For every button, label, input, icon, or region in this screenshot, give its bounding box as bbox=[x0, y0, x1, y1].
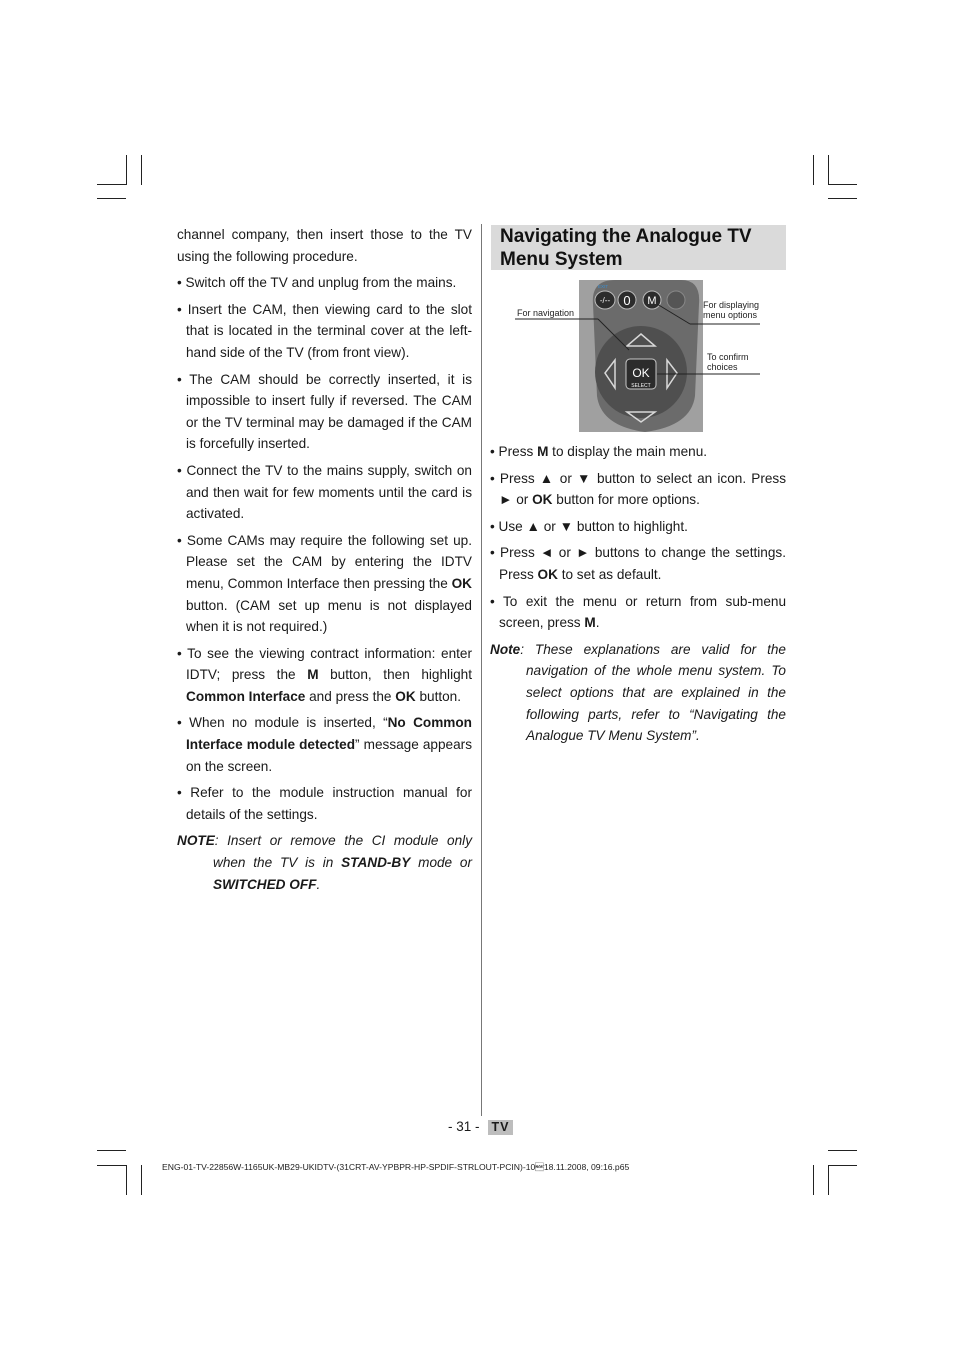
text-span: and press the bbox=[305, 688, 396, 704]
bold-m: M bbox=[537, 444, 549, 459]
note-label: Note bbox=[490, 641, 521, 657]
dash-button-label: -/-- bbox=[599, 296, 611, 305]
crop-mark-tr-h bbox=[828, 184, 857, 185]
bullet-select-icon bbox=[490, 468, 786, 511]
print-footer: ENG-01-TV-22856W-1165UK-MB29-UKIDTV-(31CRT-AV-YPBPR-HP-SPDIF-STRLOUT-PCIN)-1018.11.2008, 09:16.p65 bbox=[162, 1162, 630, 1172]
label-for-displaying bbox=[703, 300, 759, 320]
crop-mark-tl-v bbox=[126, 155, 127, 185]
text-span: . bbox=[595, 615, 600, 631]
text-span: mode or bbox=[410, 855, 472, 871]
crop-mark-bl-v bbox=[126, 1165, 127, 1195]
ok-button-label: OK bbox=[632, 366, 650, 380]
section-heading: Navigating the Analogue TV Menu System bbox=[500, 226, 752, 270]
bold-common-interface: Common Interface bbox=[186, 688, 306, 704]
text-span: ” message appears on the screen. bbox=[186, 737, 472, 774]
crop-mark-bl-h bbox=[97, 1150, 126, 1151]
text-span: • Press ▲ or ▼ button to select an icon. Press ► or bbox=[490, 470, 786, 508]
label-line: choices bbox=[707, 362, 738, 372]
bullet-highlight: • Use ▲ or ▼ button to highlight. bbox=[490, 518, 688, 534]
text-span: . bbox=[316, 876, 321, 892]
text-span: to display the main menu. bbox=[548, 444, 708, 459]
crop-mark-tl-h2 bbox=[97, 198, 126, 199]
bold-switched-off: SWITCHED OFF bbox=[213, 876, 317, 892]
label-line: For displaying bbox=[703, 300, 760, 310]
crop-mark-tr-v2 bbox=[813, 155, 814, 185]
column-divider bbox=[481, 224, 482, 1116]
note-label: NOTE bbox=[177, 833, 215, 849]
bullet-change-settings bbox=[490, 542, 786, 585]
text-span: • Some CAMs may require the following set up. Please set the CAM by entering the IDTV menu, Common Interface then pressing the bbox=[177, 532, 472, 591]
bold-m: M bbox=[307, 667, 319, 683]
bullet-switch-off: • Switch off the TV and unplug from the mains. bbox=[177, 275, 457, 291]
section-badge: TV bbox=[488, 1120, 513, 1135]
crop-mark-br-h bbox=[828, 1150, 857, 1151]
left-column bbox=[177, 224, 472, 895]
section-heading-box bbox=[491, 225, 786, 270]
crop-mark-br-v2 bbox=[813, 1165, 814, 1195]
crop-mark-bl-h2 bbox=[97, 1165, 126, 1166]
bold-ok: OK bbox=[532, 492, 553, 508]
bold-no-module-message: No Common Interface module detected bbox=[186, 715, 472, 753]
text-span: : Insert or remove the CI module only when the TV is in bbox=[213, 833, 472, 871]
text-span: • When no module is inserted, “ bbox=[177, 715, 388, 731]
text-span: to set as default. bbox=[557, 566, 662, 582]
crop-mark-tr-h2 bbox=[828, 198, 857, 199]
crop-mark-tl-v2 bbox=[141, 155, 142, 185]
crop-mark-tr-v bbox=[828, 155, 829, 185]
bullet-cam-setup bbox=[177, 530, 472, 638]
bullet-viewing-contract bbox=[177, 643, 472, 708]
intro-paragraph: channel company, then insert those to the TV using the following procedure. bbox=[177, 227, 472, 264]
bold-standby: STAND-BY bbox=[341, 855, 411, 871]
bullet-module-manual: • Refer to the module instruction manual for details of the settings. bbox=[177, 785, 472, 822]
bold-ok: OK bbox=[537, 566, 558, 582]
label-to-confirm bbox=[707, 352, 749, 372]
crop-mark-tl-h bbox=[97, 184, 126, 185]
note-ci-module bbox=[177, 830, 472, 895]
bullet-exit-menu bbox=[490, 591, 786, 634]
right-column bbox=[490, 441, 786, 747]
crop-mark-bl-v2 bbox=[141, 1165, 142, 1195]
bold-ok: OK bbox=[451, 575, 472, 591]
note-menu-system bbox=[490, 639, 786, 747]
bullet-insert-cam: • Insert the CAM, then viewing card to the slot that is located in the terminal cover at the left-hand side of the TV (from front view). bbox=[177, 301, 472, 360]
text-span: • Press bbox=[490, 444, 538, 459]
zero-button-label: 0 bbox=[623, 293, 631, 308]
text-span: button. (CAM set up menu is not displayed when it is not required.) bbox=[186, 597, 472, 635]
text-span: : These explanations are valid for the navigation of the whole menu system. To select options that are explained in the following parts, refer to “Navigating the Analogue TV Menu System”. bbox=[520, 641, 786, 744]
text-span: • To see the viewing contract information: enter IDTV; press the bbox=[177, 645, 472, 683]
exit-label: EXIT bbox=[598, 284, 609, 289]
text-span: button, then highlight bbox=[318, 667, 472, 683]
bold-m: M bbox=[584, 615, 596, 631]
text-span: button for more options. bbox=[552, 492, 700, 508]
bullet-connect-mains: • Connect the TV to the mains supply, switch on and then wait for few moments until the card is activated. bbox=[177, 462, 472, 522]
label-for-navigation: For navigation bbox=[517, 308, 575, 318]
m-button-label: M bbox=[647, 295, 657, 307]
label-line: menu options bbox=[703, 310, 758, 320]
label-line: To confirm bbox=[707, 352, 749, 362]
bullet-cam-correct: • The CAM should be correctly inserted, it is impossible to insert fully if reversed. The CAM or the TV terminal may be damaged if the CAM is forcefully inserted. bbox=[177, 371, 472, 452]
select-label: SELECT bbox=[631, 383, 651, 389]
crop-mark-br-v bbox=[828, 1165, 829, 1195]
text-span: • Press ◄ or ► buttons to change the settings. Press bbox=[490, 545, 786, 582]
crop-mark-br-h2 bbox=[828, 1165, 857, 1166]
extra-button bbox=[667, 291, 685, 309]
bullet-no-module bbox=[177, 712, 472, 777]
text-span: button. bbox=[415, 688, 462, 704]
bullet-press-m bbox=[490, 441, 786, 463]
text-span: • To exit the menu or return from sub-menu screen, press bbox=[490, 593, 786, 631]
bold-ok: OK bbox=[395, 688, 416, 704]
page-number: - 31 - bbox=[448, 1119, 480, 1134]
